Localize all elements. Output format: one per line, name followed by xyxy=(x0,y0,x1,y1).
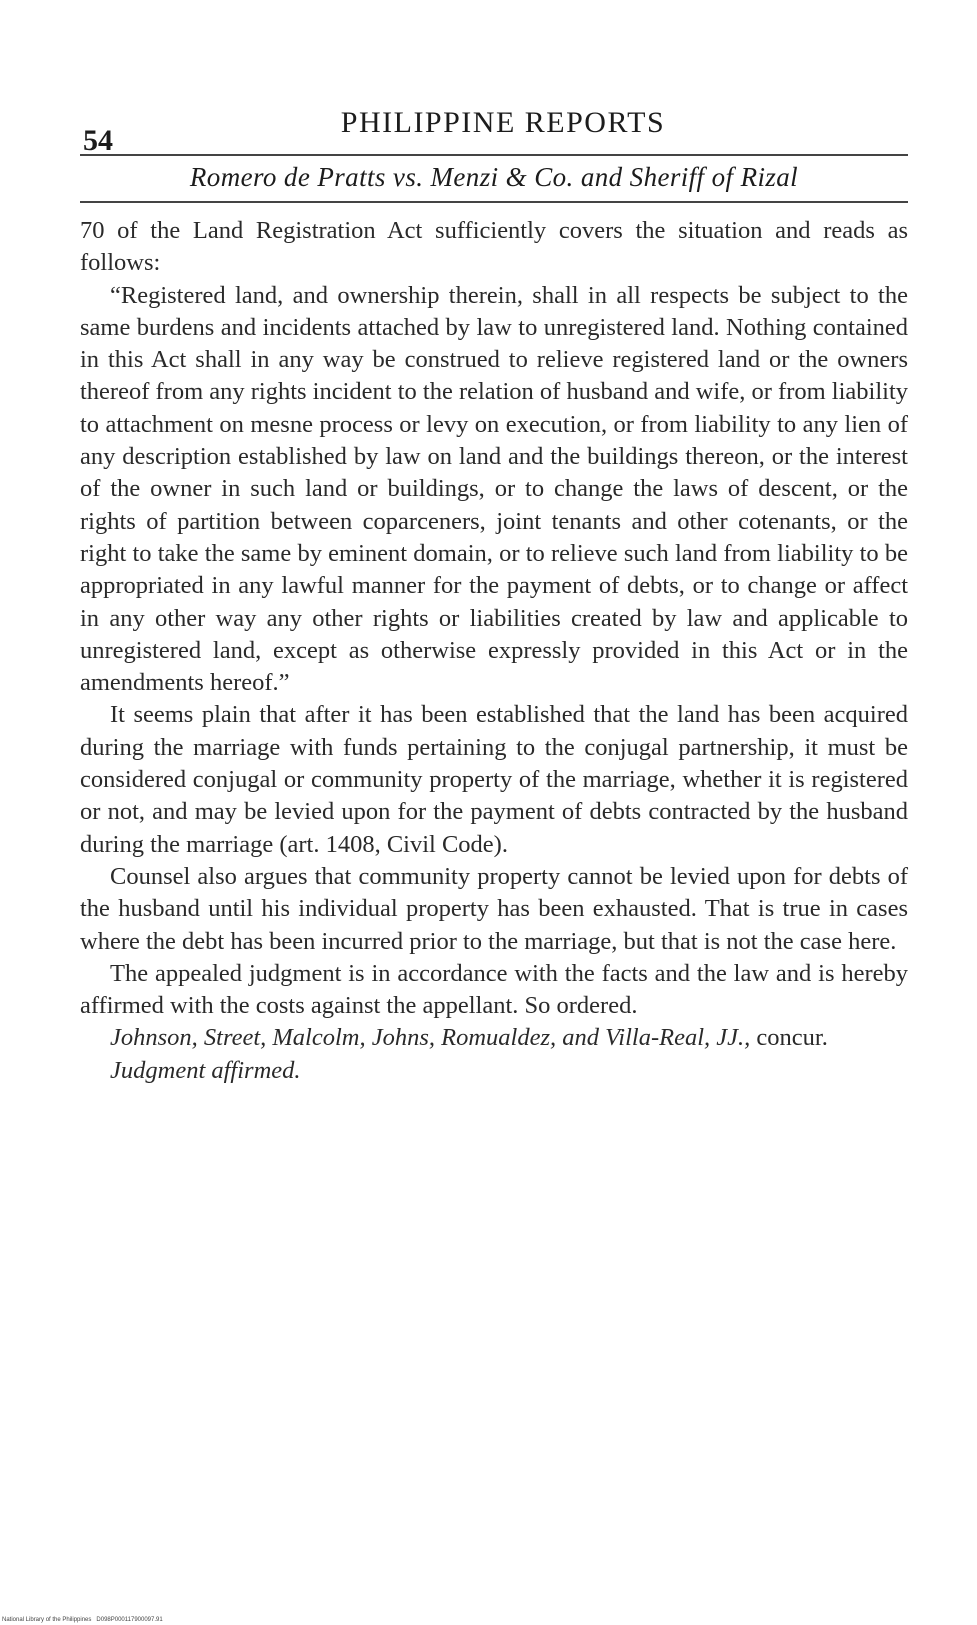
disposition xyxy=(80,1055,908,1087)
concurring-justices: Johnson, Street, Malcolm, Johns, Romualdez, and Villa-Real, JJ., xyxy=(110,1024,751,1052)
footer-code: D098P000117900097.91 xyxy=(96,1617,163,1623)
running-title: PHILIPPINE REPORTS xyxy=(340,106,666,139)
case-caption: Romero de Pratts vs. Menzi & Co. and Sheriff of Rizal xyxy=(189,162,799,192)
header-rule xyxy=(80,154,908,156)
paragraph-conjugal-property: It seems plain that after it has been established that the land has been acquired during the marriage with funds pertaining to the conjugal partnership, it must be considered conjugal or community property of the marriage, whether it is registered or not, and may be levied upon for the payment of debts contracted by the husband during the marriage (art. 1408, Civil Code). xyxy=(80,701,908,858)
paragraph-statute-quote: “Registered land, and ownership therein, shall in all respects be subject to the same burdens and incidents attached by law to unregistered land. Nothing contained in this Act shall in any way be construed to relieve registered land or the owners thereof from any rights incident to the relation of husband and wife, or from liability to attachment on mesne process or levy on execution, or from liability to any lien of any description established by law on land and the buildings thereon, or the interest of the owner in such land or buildings, or to change the laws of descent, or the rights of partition between coparceners, joint tenants and other cotenants, or the right to take the same by eminent domain, or to relieve such land from liability to be appropriated in any lawful manner for the payment of debts, or to change or affect in any other way any other rights or liabilities created by law and applicable to unregistered land, except as otherwise expressly provided in this Act or in the amendments hereof.” xyxy=(80,281,909,697)
document-page xyxy=(80,100,908,1087)
scan-footer xyxy=(2,1617,163,1623)
footer-library: National Library of the Philippines xyxy=(2,1617,92,1623)
opinion-body xyxy=(80,215,908,1087)
paragraph-counsel-argument: Counsel also argues that community property cannot be levied upon for debts of the husband until his individual property has been exhausted. That is true in cases where the debt has been incurred prior to the marriage, but that is not the case here. xyxy=(80,862,908,955)
paragraph-intro: 70 of the Land Registration Act sufficiently covers the situation and reads as follows: xyxy=(80,217,908,277)
page-header xyxy=(80,100,908,157)
concur-verb: concur. xyxy=(756,1024,828,1052)
paragraph-judgment: The appealed judgment is in accordance with the facts and the law and is hereby affirmed with the costs against the appellant. So ordered. xyxy=(80,959,908,1020)
caption-rule xyxy=(80,201,908,203)
concurrence xyxy=(80,1022,908,1054)
page-number: 54 xyxy=(83,124,113,157)
disposition-text: Judgment affirmed. xyxy=(110,1056,301,1084)
